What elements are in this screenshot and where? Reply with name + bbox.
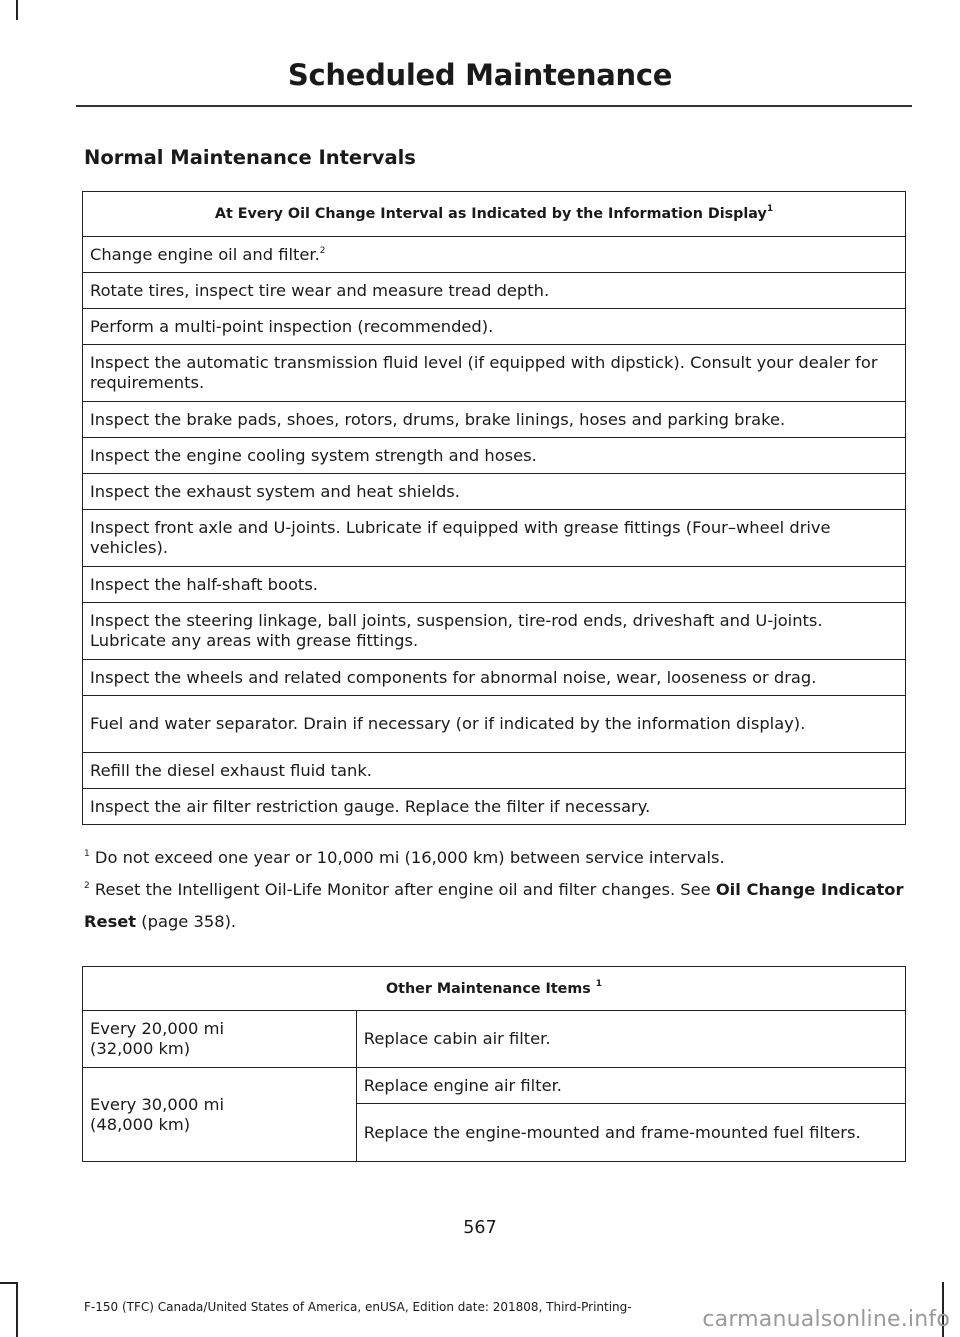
page-number: 567 xyxy=(463,1218,497,1238)
maintenance-task-cell xyxy=(83,696,906,753)
maintenance-task-cell xyxy=(83,567,906,603)
footer-edition-text: F-150 (TFC) Canada/United States of America, enUSA, Edition date: 201808, Third-Printing- xyxy=(84,1300,632,1314)
other-table-header-row xyxy=(83,967,906,1011)
maintenance-task-cell xyxy=(83,510,906,567)
maintenance-task-text: Inspect the automatic transmission fluid level (if equipped with dipstick). Consult your dealer for requirements. xyxy=(90,353,878,392)
item-2a: Replace engine air filter. xyxy=(363,1075,562,1095)
oil-table-body xyxy=(83,237,906,825)
other-table-header-text: Other Maintenance Items xyxy=(385,980,591,997)
maintenance-task-cell xyxy=(83,438,906,474)
interval-cell xyxy=(83,1011,357,1068)
maintenance-task-text: Perform a multi-point inspection (recommended). xyxy=(90,316,494,336)
crop-mark-bottom-left-h xyxy=(0,1282,18,1284)
item-cell xyxy=(356,1104,905,1162)
oil-table-header xyxy=(83,192,906,237)
item-1: Replace cabin air filter. xyxy=(363,1029,551,1048)
maintenance-task-text: Refill the diesel exhaust fluid tank. xyxy=(90,760,372,780)
table-row xyxy=(83,603,906,660)
maintenance-task-cell xyxy=(83,660,906,696)
maintenance-task-cell xyxy=(83,603,906,660)
maintenance-task-text: Inspect the exhaust system and heat shields. xyxy=(90,481,460,501)
table-row xyxy=(83,309,906,345)
maintenance-task-text: Inspect front axle and U-joints. Lubricate if equipped with grease fittings (Four–wheel drive vehicles). xyxy=(90,518,831,557)
maintenance-task-cell xyxy=(83,237,906,273)
page-header-title: Scheduled Maintenance xyxy=(287,58,673,92)
footnote-2 xyxy=(84,874,908,938)
maintenance-task-text: Inspect the half-shaft boots. xyxy=(90,574,318,594)
table-row xyxy=(83,237,906,273)
item-cell xyxy=(356,1068,905,1104)
table-row xyxy=(83,1068,906,1104)
maintenance-task-text: Inspect the wheels and related components for abnormal noise, wear, looseness or drag. xyxy=(90,667,817,687)
table-row xyxy=(83,474,906,510)
table-row xyxy=(83,753,906,789)
item-2b: Replace the engine-mounted and frame-mounted fuel filters. xyxy=(363,1122,861,1142)
header-rule xyxy=(76,105,912,107)
footnote-2-mark: 2 xyxy=(84,881,90,891)
maintenance-task-cell xyxy=(83,753,906,789)
maintenance-task-text: Rotate tires, inspect tire wear and measure tread depth. xyxy=(90,280,550,300)
footnote-2-link[interactable]: Oil Change Indicator Reset xyxy=(84,880,904,931)
oil-change-interval-table xyxy=(82,191,906,825)
table-row xyxy=(83,402,906,438)
table-row xyxy=(83,273,906,309)
interval-2: Every 30,000 mi (48,000 km) xyxy=(90,1094,224,1134)
maintenance-task-text: Inspect the steering linkage, ball joints, suspension, tire-rod ends, driveshaft and U-joints. Lubricate any areas with grease fittings. xyxy=(90,611,823,650)
footnote-ref: 2 xyxy=(319,245,326,256)
maintenance-task-cell xyxy=(83,402,906,438)
maintenance-task-text: Fuel and water separator. Drain if necessary (or if indicated by the information display). xyxy=(90,714,806,733)
oil-table-header-text: At Every Oil Change Interval as Indicated by the Information Display xyxy=(214,206,767,222)
other-maintenance-table xyxy=(82,966,906,1162)
other-table-header xyxy=(83,967,906,1011)
maintenance-task-text: Inspect the air filter restriction gauge. Replace the filter if necessary. xyxy=(90,796,651,816)
table-row xyxy=(83,1011,906,1068)
footnote-1 xyxy=(84,842,908,874)
table-row xyxy=(83,789,906,825)
maintenance-task-text: Inspect the brake pads, shoes, rotors, drums, brake linings, hoses and parking brake. xyxy=(90,409,786,429)
maintenance-task-cell xyxy=(83,345,906,402)
table-row xyxy=(83,660,906,696)
maintenance-task-cell xyxy=(83,789,906,825)
footnote-1-text: Do not exceed one year or 10,000 mi (16,000 km) between service intervals. xyxy=(94,848,725,867)
table-row xyxy=(83,510,906,567)
footnote-2-page: (page 358). xyxy=(141,912,237,931)
crop-mark-top-left xyxy=(16,0,18,20)
table-row xyxy=(83,345,906,402)
watermark: carmanualsonline.info xyxy=(702,1307,950,1332)
table-row xyxy=(83,696,906,753)
other-table-header-sup: 1 xyxy=(595,978,603,989)
crop-mark-bottom-left xyxy=(16,1282,18,1337)
maintenance-task-text: Inspect the engine cooling system strength and hoses. xyxy=(90,445,537,465)
table-row xyxy=(83,438,906,474)
oil-table-header-sup: 1 xyxy=(766,204,774,214)
maintenance-task-cell xyxy=(83,309,906,345)
footnote-1-mark: 1 xyxy=(84,849,90,859)
interval-cell xyxy=(83,1068,357,1162)
item-cell xyxy=(356,1011,905,1068)
footnote-2-text: Reset the Intelligent Oil-Life Monitor after engine oil and filter changes. See xyxy=(94,880,716,899)
section-title: Normal Maintenance Intervals xyxy=(84,146,416,169)
maintenance-task-cell xyxy=(83,474,906,510)
interval-1: Every 20,000 mi (32,000 km) xyxy=(90,1019,224,1058)
table-row xyxy=(83,567,906,603)
maintenance-task-text: Change engine oil and filter. xyxy=(90,244,320,264)
maintenance-task-cell xyxy=(83,273,906,309)
oil-table-header-row xyxy=(83,192,906,237)
